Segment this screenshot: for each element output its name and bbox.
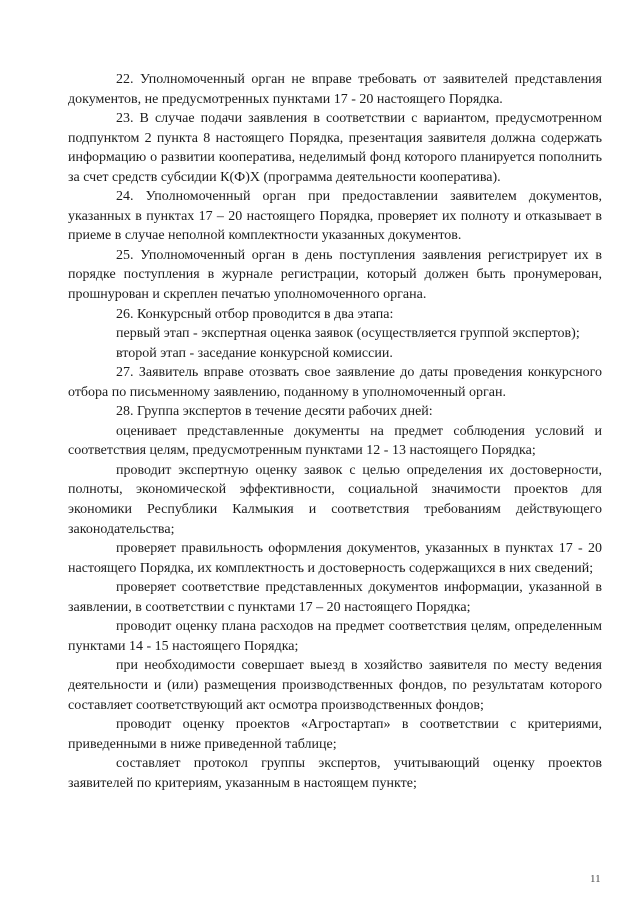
paragraph-25: 25. Уполномоченный орган в день поступления заявления регистрирует их в порядке поступления в журнале регистрации, который должен быть пронумерован, прошнурован и скреплен печатью уполномоченного органа. [68,247,602,303]
list-item: оценивает представленные документы на предмет соблюдения условий и соответствия целям, предусмотренным пунктами 12 - 13 настоящего Порядка; [68,423,602,459]
list-item: проверяет правильность оформления документов, указанных в пунктах 17 - 20 настоящего Порядка, их комплектность и достоверность содержащихся в них сведений; [68,541,602,576]
list-item: проводит оценку плана расходов на предмет соответствия целям, определенным пунктами 14 - 15 настоящего Порядка; [68,619,602,654]
paragraph-28: 28. Группа экспертов в течение десяти рабочих дней: [116,404,433,420]
paragraph-23: 23. В случае подачи заявления в соответствии с вариантом, предусмотренном подпунктом 2 пункта 8 настоящего Порядка, презентация заявителя должна содержать информацию о развитии кооператива, неделимый фонд которого планируется пополнить за счет средств субсидии К(Ф)Х (программа деятельности кооператива). [68,111,602,185]
list-item: проводит оценку проектов «Агростартап» в соответствии с критериями, приведенными в ниже приведенной таблице; [68,717,602,752]
list-item: при необходимости совершает выезд в хозяйство заявителя по месту ведения деятельности и (или) размещения производственных фондов, по результатам которого составляет соответствующий акт осмотра производственных фондов; [68,658,602,713]
paragraph-24: 24. Уполномоченный орган при предоставлении заявителем документов, указанных в пунктах 17 – 20 настоящего Порядка, проверяет их полноту и отказывает в приеме в случае неполной комплектности указанных документов. [68,189,602,244]
paragraph-26-stage-2: второй этап - заседание конкурсной комиссии. [116,345,393,361]
document-body [68,70,602,793]
page-number: 11 [590,873,601,885]
list-item: проводит экспертную оценку заявок с целью определения их достоверности, полноты, экономической эффективности, социальной значимости проектов для экономики Республики Калмыкия и соответствия требованиям действующего законодательства; [68,462,602,537]
paragraph-26: 26. Конкурсный отбор проводится в два этапа: [116,306,394,322]
paragraph-26-stage-1: первый этап - экспертная оценка заявок (осуществляется группой экспертов); [116,326,580,342]
paragraph-22: 22. Уполномоченный орган не вправе требовать от заявителей представления документов, не предусмотренных пунктами 17 - 20 настоящего Порядка. [68,72,602,107]
list-item: проверяет соответствие представленных документов информации, указанной в заявлении, в соответствии с пунктами 17 – 20 настоящего Порядка; [68,580,602,615]
paragraph-27: 27. Заявитель вправе отозвать свое заявление до даты проведения конкурсного отбора по письменному заявлению, поданному в уполномоченный орган. [68,365,602,400]
list-item: составляет протокол группы экспертов, учитывающий оценку проектов заявителей по критериям, указанным в настоящем пункте; [68,756,602,791]
